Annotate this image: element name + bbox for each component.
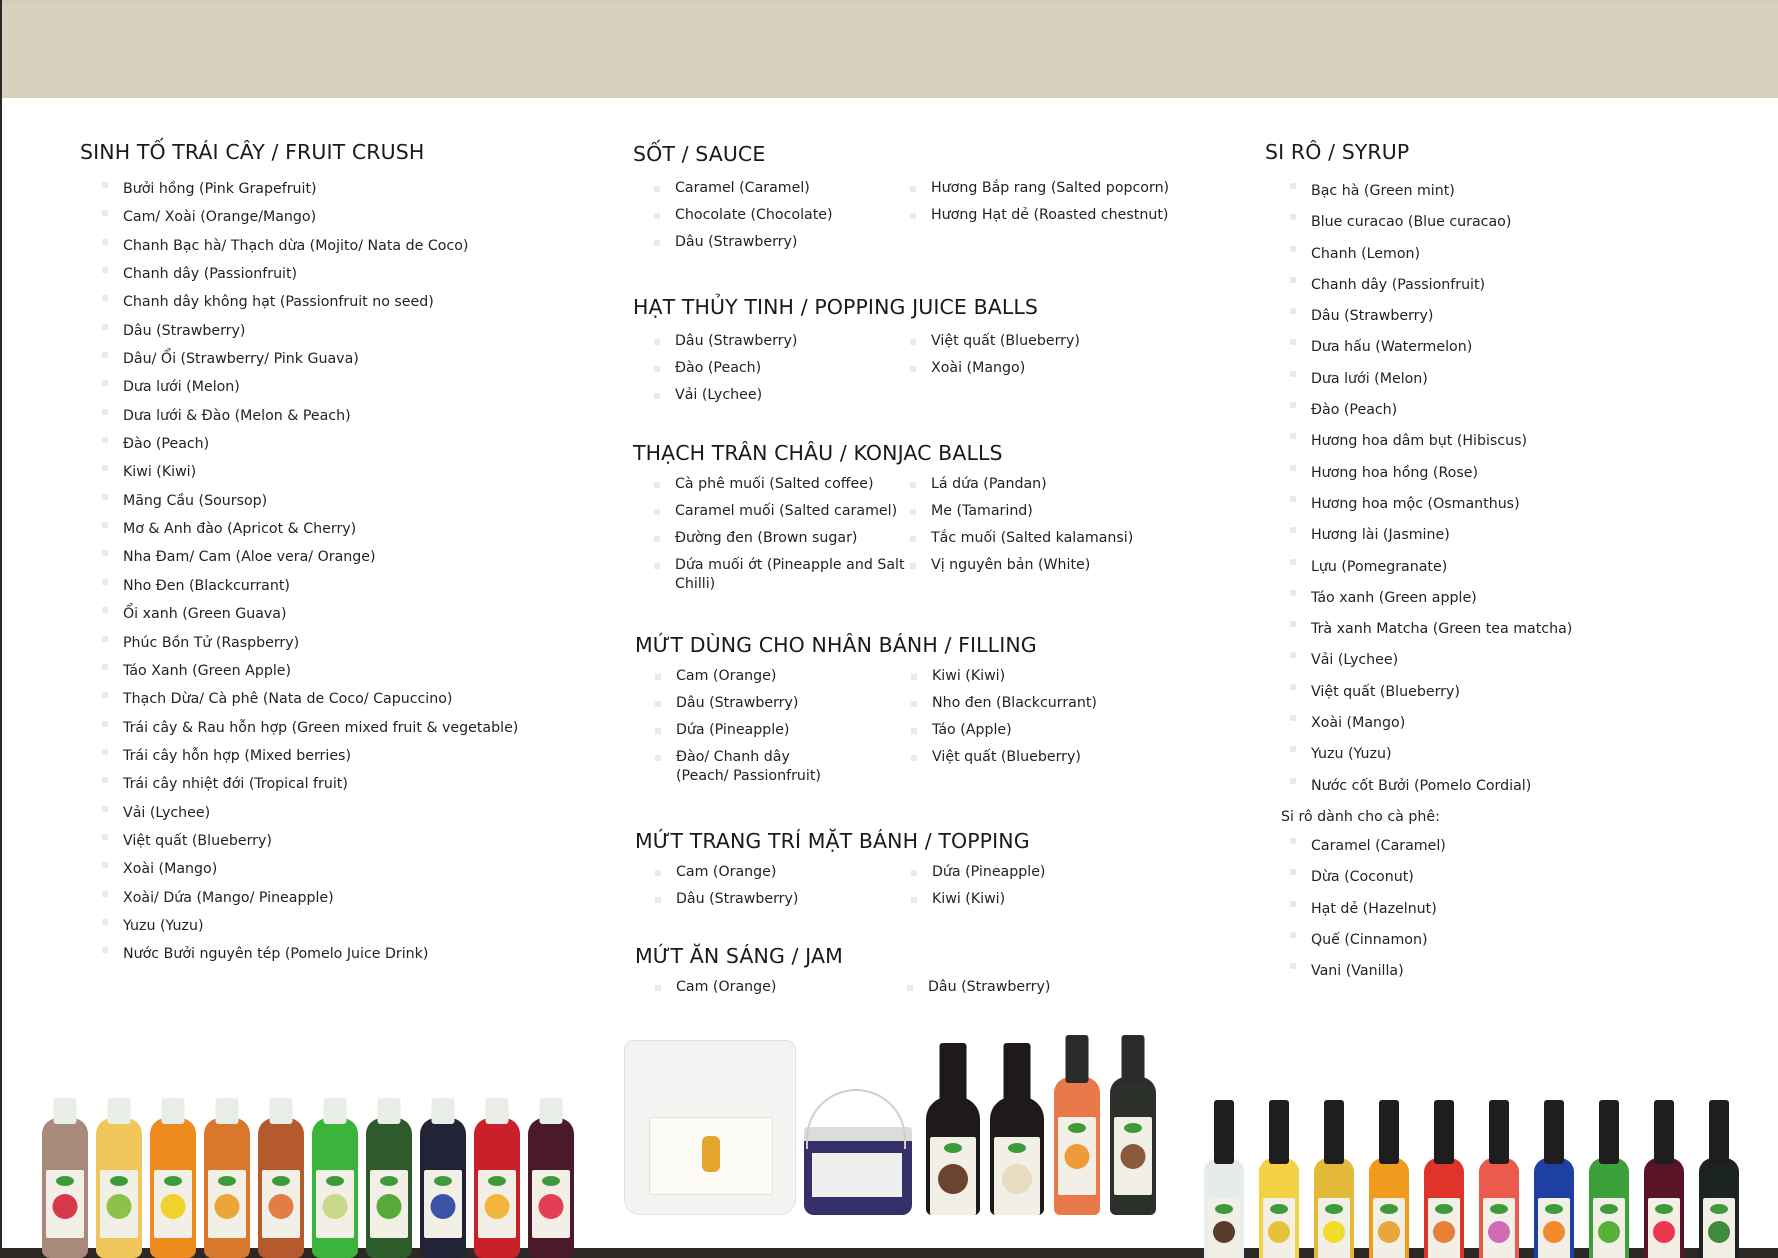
list-item: Chanh (Lemon) [1311, 239, 1572, 270]
brand-logo-icon [1545, 1204, 1563, 1214]
fruit-illustration-icon [1378, 1221, 1400, 1243]
list-item: Bạc hà (Green mint) [1311, 176, 1572, 207]
list-item: Chanh dây không hạt (Passionfruit no seed) [123, 288, 518, 316]
catalog-page [2, 0, 1778, 1248]
brand-logo-icon [488, 1176, 506, 1186]
fruit-illustration-icon [1708, 1221, 1730, 1243]
bottle-label [1114, 1117, 1152, 1195]
list-item: Kiwi (Kiwi) [932, 667, 1192, 686]
bottle-cap [1434, 1100, 1454, 1164]
fruit-illustration-icon [1065, 1144, 1090, 1169]
product-image-kalamansi-cordial [1054, 1077, 1100, 1215]
filling-list-right [932, 667, 1192, 794]
bottle-label [1483, 1198, 1515, 1258]
product-image-lychee [42, 1118, 88, 1258]
top-banner [2, 0, 1778, 98]
list-item: Hương lài (Jasmine) [1311, 520, 1572, 551]
brand-logo-icon [1008, 1143, 1026, 1153]
brand-logo-icon [272, 1176, 290, 1186]
bottle-label [154, 1170, 192, 1238]
product-image-pineapple-filling-tub [624, 1040, 796, 1215]
bottle-label [1318, 1198, 1350, 1258]
section-title-filling: MỨT DÙNG CHO NHÂN BÁNH / FILLING [635, 633, 1037, 657]
jam-list-left [676, 978, 928, 1005]
konjac-section [633, 441, 1191, 602]
bottle-cap [108, 1098, 131, 1124]
list-item: Xoài (Mango) [123, 855, 518, 883]
list-item: Nho đen (Blackcurrant) [932, 694, 1192, 713]
list-item: Dưa hấu (Watermelon) [1311, 332, 1572, 363]
list-item: Vải (Lychee) [123, 799, 518, 827]
bottle-label [46, 1170, 84, 1238]
bottle-cap [1004, 1043, 1031, 1103]
fruit-illustration-icon [1598, 1221, 1620, 1243]
list-item: Dưa lưới (Melon) [123, 373, 518, 401]
konjac-list-right [931, 475, 1191, 602]
list-item: Cam (Orange) [676, 667, 836, 686]
product-image-tamarind-cordial [1110, 1077, 1156, 1215]
product-image-blue-curacao [1534, 1158, 1574, 1258]
bottle-cap [1599, 1100, 1619, 1164]
list-item: Caramel muối (Salted caramel) [675, 502, 915, 521]
list-item: Nước Bưởi nguyên tép (Pomelo Juice Drink) [123, 940, 518, 968]
list-item: Hương hoa mộc (Osmanthus) [1311, 489, 1572, 520]
brand-logo-icon [1710, 1204, 1728, 1214]
product-image-lemon [1314, 1158, 1354, 1258]
bottle-label [208, 1170, 246, 1238]
list-item: Thạch Dừa/ Cà phê (Nata de Coco/ Capuccino) [123, 685, 518, 713]
list-item: Lá dứa (Pandan) [931, 475, 1191, 494]
list-item: Trà xanh Matcha (Green tea matcha) [1311, 614, 1572, 645]
sauce-section [633, 142, 1191, 260]
bottle-label [1428, 1198, 1460, 1258]
product-image-melon [312, 1118, 358, 1258]
product-image-raspberry [528, 1118, 574, 1258]
list-item: Trái cây nhiệt đới (Tropical fruit) [123, 770, 518, 798]
brand-logo-icon [1325, 1204, 1343, 1214]
product-image-blueberry [420, 1118, 466, 1258]
product-image-chestnut-sauce [926, 1097, 980, 1215]
bottle-cap [1066, 1035, 1089, 1083]
fruit-crush-section [80, 140, 518, 969]
product-image-mango [1369, 1158, 1409, 1258]
list-item: Yuzu (Yuzu) [123, 912, 518, 940]
list-item: Chanh dây (Passionfruit) [123, 260, 518, 288]
topping-list-left [676, 863, 932, 917]
list-item: Táo (Apple) [932, 721, 1192, 740]
popping-list-left [675, 332, 931, 413]
bottle-cap [1214, 1100, 1234, 1164]
list-item: Hương Bắp rang (Salted popcorn) [931, 179, 1191, 198]
list-item: Dâu/ Ổi (Strawberry/ Pink Guava) [123, 345, 518, 373]
bottle-cap [270, 1098, 293, 1124]
bottle-cap [1709, 1100, 1729, 1164]
fruit-illustration-icon [938, 1164, 968, 1194]
list-item: Xoài/ Dứa (Mango/ Pineapple) [123, 884, 518, 912]
topping-section [635, 829, 1192, 917]
list-item: Hạt dẻ (Hazelnut) [1311, 894, 1572, 925]
list-item: Hương hoa hồng (Rose) [1311, 458, 1572, 489]
list-item: Vải (Lychee) [1311, 645, 1572, 676]
list-item: Đào (Peach) [675, 359, 931, 378]
list-item: Dứa muối ớt (Pineapple and Salt Chilli) [675, 556, 915, 594]
brand-logo-icon [1490, 1204, 1508, 1214]
brand-logo-icon [434, 1176, 452, 1186]
list-item: Dưa lưới & Đào (Melon & Peach) [123, 402, 518, 430]
section-title-topping: MỨT TRANG TRÍ MẶT BÁNH / TOPPING [635, 829, 1030, 853]
bottle-cap [324, 1098, 347, 1124]
list-item: Hương Hạt dẻ (Roasted chestnut) [931, 206, 1191, 225]
fruit-crush-product-images [42, 1073, 582, 1258]
section-title-popping: HẠT THỦY TINH / POPPING JUICE BALLS [633, 295, 1039, 319]
coffee-syrup-label: Si rô dành cho cà phê: [1281, 808, 1440, 825]
list-item: Ổi xanh (Green Guava) [123, 600, 518, 628]
fruit-illustration-icon [1213, 1221, 1235, 1243]
list-item: Đường đen (Brown sugar) [675, 529, 915, 548]
fruit-illustration-icon [431, 1194, 456, 1219]
product-image-green-apple [1589, 1158, 1629, 1258]
bottle-cap [1654, 1100, 1674, 1164]
bottle-label [1703, 1198, 1735, 1258]
bottle-label [262, 1170, 300, 1238]
list-item: Caramel (Caramel) [675, 179, 931, 198]
product-image-popcorn-sauce [990, 1097, 1044, 1215]
product-image-rose [1479, 1158, 1519, 1258]
list-item: Chocolate (Chocolate) [675, 206, 931, 225]
list-item: Đào/ Chanh dây (Peach/ Passionfruit) [676, 748, 836, 786]
section-title-konjac: THẠCH TRÂN CHÂU / KONJAC BALLS [633, 441, 1003, 465]
fruit-illustration-icon [1543, 1221, 1565, 1243]
list-item: Đào (Peach) [1311, 395, 1572, 426]
fruit-illustration-icon [215, 1194, 240, 1219]
list-item: Cam (Orange) [676, 863, 932, 882]
bottle-cap [162, 1098, 185, 1124]
bottle-label [930, 1137, 976, 1215]
brand-logo-icon [1435, 1204, 1453, 1214]
jam-list-right [928, 978, 1188, 1005]
list-item: Nha Đam/ Cam (Aloe vera/ Orange) [123, 543, 518, 571]
list-item: Dâu (Strawberry) [676, 890, 932, 909]
list-item: Việt quất (Blueberry) [123, 827, 518, 855]
list-item: Dâu (Strawberry) [675, 332, 931, 351]
list-item: Dâu (Strawberry) [123, 317, 518, 345]
fruit-illustration-icon [53, 1194, 78, 1219]
list-item: Mãng Cầu (Soursop) [123, 487, 518, 515]
brand-logo-icon [1380, 1204, 1398, 1214]
list-item: Cà phê muối (Salted coffee) [675, 475, 915, 494]
bottle-label [1208, 1198, 1240, 1258]
product-image-green-mint [1699, 1158, 1739, 1258]
brand-logo-icon [1270, 1204, 1288, 1214]
bottle-label [1538, 1198, 1570, 1258]
product-image-mango [204, 1118, 250, 1258]
product-image-blueberry-popping-bucket [804, 1127, 912, 1215]
bottle-cap [1122, 1035, 1145, 1083]
fruit-illustration-icon [1488, 1221, 1510, 1243]
bottle-cap [432, 1098, 455, 1124]
list-item: Lựu (Pomegranate) [1311, 552, 1572, 583]
product-image-coconut [1204, 1158, 1244, 1258]
sauce-list-left [675, 179, 931, 260]
bottle-cap [378, 1098, 401, 1124]
brand-logo-icon [1124, 1123, 1142, 1133]
fruit-illustration-icon [107, 1194, 132, 1219]
brand-logo-icon [1215, 1204, 1233, 1214]
bottle-label [1263, 1198, 1295, 1258]
list-item: Dâu (Strawberry) [675, 233, 931, 252]
list-item: Kiwi (Kiwi) [932, 890, 1192, 909]
bottle-cap [216, 1098, 239, 1124]
list-item: Xoài (Mango) [931, 359, 1191, 378]
bucket-handle [806, 1089, 906, 1149]
list-item: Việt quất (Blueberry) [932, 748, 1192, 767]
list-item: Bưởi hồng (Pink Grapefruit) [123, 175, 518, 203]
fruit-illustration-icon [1323, 1221, 1345, 1243]
brand-logo-icon [1068, 1123, 1086, 1133]
list-item: Táo xanh (Green apple) [1311, 583, 1572, 614]
fruit-illustration-icon [539, 1194, 564, 1219]
section-title-sauce: SỐT / SAUCE [633, 142, 766, 166]
sauce-and-filling-product-images [624, 1030, 1166, 1215]
brand-logo-icon [542, 1176, 560, 1186]
bottle-label [1648, 1198, 1680, 1258]
list-item: Nho Đen (Blackcurrant) [123, 572, 518, 600]
syrup-section [1265, 140, 1572, 987]
list-item: Mơ & Anh đào (Apricot & Cherry) [123, 515, 518, 543]
list-item: Blue curacao (Blue curacao) [1311, 207, 1572, 238]
list-item: Dừa (Coconut) [1311, 862, 1572, 893]
list-item: Vani (Vanilla) [1311, 956, 1572, 987]
fruit-illustration-icon [269, 1194, 294, 1219]
list-item: Yuzu (Yuzu) [1311, 739, 1572, 770]
tub-label [649, 1117, 773, 1195]
list-item: Vải (Lychee) [675, 386, 931, 405]
fruit-illustration-icon [1268, 1221, 1290, 1243]
bottle-cap [1324, 1100, 1344, 1164]
coffee-syrup-list [1311, 831, 1572, 987]
list-item: Cam/ Xoài (Orange/Mango) [123, 203, 518, 231]
popping-list-right [931, 332, 1191, 413]
pineapple-icon [702, 1136, 720, 1172]
product-image-osmanthus [1259, 1158, 1299, 1258]
bottle-label [100, 1170, 138, 1238]
bottle-cap [1269, 1100, 1289, 1164]
filling-section [635, 633, 1192, 794]
bottle-label [532, 1170, 570, 1238]
bottle-cap [1379, 1100, 1399, 1164]
sauce-list-right [931, 179, 1191, 260]
bottle-cap [1489, 1100, 1509, 1164]
list-item: Phúc Bồn Tử (Raspberry) [123, 629, 518, 657]
fruit-illustration-icon [1121, 1144, 1146, 1169]
brand-logo-icon [110, 1176, 128, 1186]
brand-logo-icon [380, 1176, 398, 1186]
jam-section [635, 944, 1188, 1005]
list-item: Việt quất (Blueberry) [1311, 677, 1572, 708]
list-item: Kiwi (Kiwi) [123, 458, 518, 486]
list-item: Chanh dây (Passionfruit) [1311, 270, 1572, 301]
fruit-illustration-icon [485, 1194, 510, 1219]
list-item: Me (Tamarind) [931, 502, 1191, 521]
brand-logo-icon [326, 1176, 344, 1186]
product-image-green-apple [366, 1118, 412, 1258]
list-item: Vị nguyên bản (White) [931, 556, 1191, 575]
list-item: Táo Xanh (Green Apple) [123, 657, 518, 685]
brand-logo-icon [1655, 1204, 1673, 1214]
product-image-yuzu [150, 1118, 196, 1258]
section-title-syrup: SI RÔ / SYRUP [1265, 140, 1410, 164]
list-item: Chanh Bạc hà/ Thạch dừa (Mojito/ Nata de Coco) [123, 232, 518, 260]
fruit-illustration-icon [1653, 1221, 1675, 1243]
list-item: Dâu (Strawberry) [676, 694, 836, 713]
konjac-list-left [675, 475, 915, 602]
bottle-label [478, 1170, 516, 1238]
product-image-pink-grapefruit [474, 1118, 520, 1258]
section-title-jam: MỨT ĂN SÁNG / JAM [635, 944, 843, 968]
topping-list-right [932, 863, 1192, 917]
list-item: Dưa lưới (Melon) [1311, 364, 1572, 395]
list-item: Xoài (Mango) [1311, 708, 1572, 739]
list-item: Dâu (Strawberry) [1311, 301, 1572, 332]
bottle-cap [54, 1098, 77, 1124]
fruit-illustration-icon [161, 1194, 186, 1219]
syrup-product-images [1204, 1093, 1754, 1258]
bucket-label [812, 1153, 902, 1197]
list-item: Quế (Cinnamon) [1311, 925, 1572, 956]
bottle-label [424, 1170, 462, 1238]
brand-logo-icon [218, 1176, 236, 1186]
bottle-label [370, 1170, 408, 1238]
fruit-illustration-icon [323, 1194, 348, 1219]
list-item: Dứa (Pineapple) [932, 863, 1192, 882]
bottle-cap [940, 1043, 967, 1103]
product-image-peach [1424, 1158, 1464, 1258]
filling-list-left [676, 667, 836, 794]
product-image-raspberry [1644, 1158, 1684, 1258]
product-image-pomelo [96, 1118, 142, 1258]
product-image-peach [258, 1118, 304, 1258]
bottle-label [316, 1170, 354, 1238]
brand-logo-icon [164, 1176, 182, 1186]
list-item: Việt quất (Blueberry) [931, 332, 1191, 351]
bottle-label [1593, 1198, 1625, 1258]
list-item: Nước cốt Bưởi (Pomelo Cordial) [1311, 771, 1572, 802]
list-item: Trái cây hỗn hợp (Mixed berries) [123, 742, 518, 770]
bottle-label [1373, 1198, 1405, 1258]
bottle-cap [540, 1098, 563, 1124]
bottle-label [1058, 1117, 1096, 1195]
list-item: Trái cây & Rau hỗn hợp (Green mixed fruit & vegetable) [123, 714, 518, 742]
list-item: Caramel (Caramel) [1311, 831, 1572, 862]
bottle-cap [486, 1098, 509, 1124]
bottle-label [994, 1137, 1040, 1215]
fruit-crush-list [123, 175, 518, 969]
popping-section [633, 295, 1191, 413]
bottle-cap [1544, 1100, 1564, 1164]
list-item: Dâu (Strawberry) [928, 978, 1188, 997]
brand-logo-icon [56, 1176, 74, 1186]
fruit-illustration-icon [1002, 1164, 1032, 1194]
list-item: Dứa (Pineapple) [676, 721, 836, 740]
list-item: Cam (Orange) [676, 978, 928, 997]
list-item: Tắc muối (Salted kalamansi) [931, 529, 1191, 548]
list-item: Hương hoa dâm bụt (Hibiscus) [1311, 426, 1572, 457]
fruit-illustration-icon [377, 1194, 402, 1219]
syrup-list [1311, 176, 1572, 802]
fruit-illustration-icon [1433, 1221, 1455, 1243]
brand-logo-icon [1600, 1204, 1618, 1214]
section-title-fruit-crush: SINH TỐ TRÁI CÂY / FRUIT CRUSH [80, 140, 425, 164]
brand-logo-icon [944, 1143, 962, 1153]
list-item: Đào (Peach) [123, 430, 518, 458]
